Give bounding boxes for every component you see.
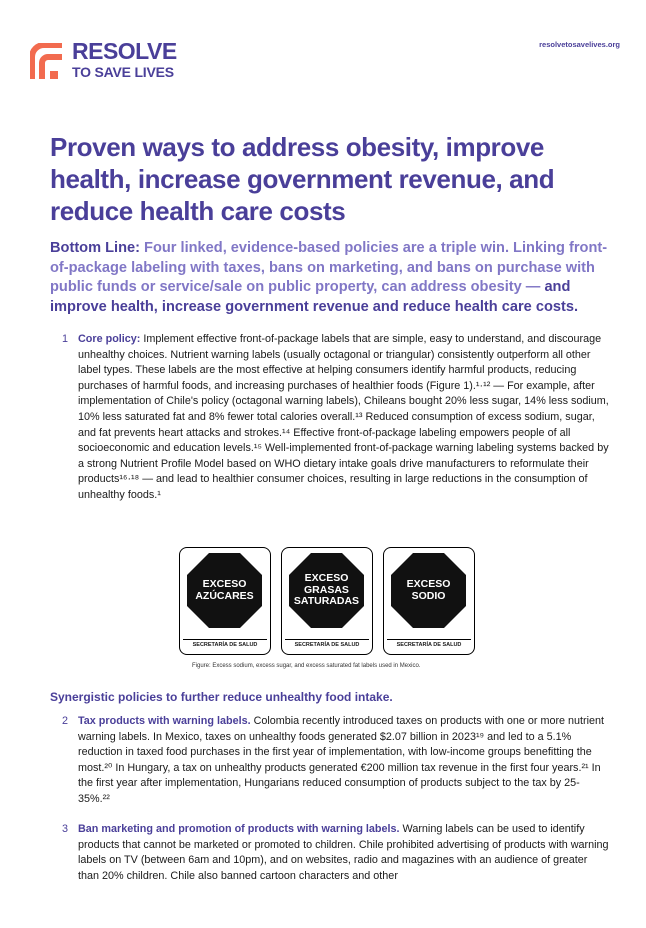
warning-label-footer: SECRETARÍA DE SALUD bbox=[285, 639, 369, 648]
item-lead: Core policy: bbox=[78, 333, 141, 345]
item-text: Colombia recently introduced taxes on products with one or more nutrient warning labels. In Mexico, taxes on unhealthy foods generated $2.07 billion in 2023¹⁹ and led to a 5.1% reduction in taxed food purchases in the first year of implementation, with low-income groups benefitting the most.²⁰ In Hungary, a tax on unhealthy products generated €200 million tax revenue in the first four years.²¹ In the first year after implementation, Hungarians reduced consumption of products subject to the tax by 25-35%.²² bbox=[78, 715, 605, 805]
policy-item-3 bbox=[62, 822, 610, 884]
warning-label-sugar bbox=[179, 547, 271, 655]
item-lead: Tax products with warning labels. bbox=[78, 715, 251, 727]
warning-label-text: EXCESO AZÚCARES bbox=[195, 578, 254, 602]
item-text: Warning labels can be used to identify products that cannot be marketed or promoted to children. Chile prohibited advertising of products with warning labels on TV (between 6am and 10pm), and on websites, radio and magazines with an audience of greater than 20% children. Chile also banned cartoon characters and other bbox=[78, 823, 609, 882]
resolve-logo bbox=[30, 40, 180, 84]
logo-line-2: TO SAVE LIVES bbox=[72, 64, 174, 80]
section-heading: Synergistic policies to further reduce unhealthy food intake. bbox=[50, 690, 393, 704]
policy-item-2 bbox=[62, 714, 610, 808]
warning-label-saturated-fat bbox=[281, 547, 373, 655]
warning-label-text: EXCESO GRASAS SATURADAS bbox=[293, 572, 360, 608]
warning-label-sodium bbox=[383, 547, 475, 655]
bottom-line bbox=[50, 239, 610, 317]
item-number: 3 bbox=[62, 823, 69, 835]
item-number: 2 bbox=[62, 715, 69, 727]
item-number: 1 bbox=[62, 333, 69, 345]
bottom-line-tail: and improve health, increase government revenue and reduce health care costs. bbox=[50, 279, 579, 315]
item-text: Implement effective front-of-package labels that are simple, easy to understand, and discourage unhealthy choices. Nutrient warning labels (usually octagonal or triangular) consistently outperform all other label types. These labels are the most effective at helping consumers identify harmful products, reducing purchases of harmful foods, and increasing purchases of healthier foods (Figure 1).¹·¹² — For example, after implementation of Chile's policy (octagonal warning labels), Chileans bought 20% less sugar, 14% less sodium, 10% less saturated fat and 8% fewer total calories overall.¹³ Reduced consumption of excess sodium, sugar, and fat prevents heart attacks and strokes.¹⁴ Effective front-of-package labeling empowers people of all socioeconomic and education levels.¹⁵ Well-implemented front-of-package warning labeling systems backed by a strong Nutrient Profile Model based on WHO dietary intake goals drive manufacturers to reformulate their products¹⁶·¹⁸ — and lead to healthier consumer choices, resulting in large reductions in the consumption of unhealthy foods.¹ bbox=[78, 333, 609, 501]
warning-labels-figure bbox=[179, 547, 474, 657]
figure-caption: Figure: Excess sodium, excess sugar, and excess saturated fat labels used in Mexico. bbox=[192, 663, 421, 669]
bottom-line-body: Four linked, evidence-based policies are a triple win. Linking front-of-package labeling with taxes, bans on marketing, and bans on purchase with public funds or service/sale on public property, can address obesity — bbox=[50, 240, 608, 295]
warning-label-text: EXCESO SODIO bbox=[406, 578, 451, 602]
logo-mark-icon bbox=[30, 43, 64, 81]
logo-line-1: RESOLVE bbox=[72, 38, 177, 64]
page-title: Proven ways to address obesity, improve health, increase government revenue, and reduce health care costs bbox=[50, 132, 555, 226]
warning-label-footer: SECRETARÍA DE SALUD bbox=[387, 639, 471, 648]
policy-item-1 bbox=[62, 332, 610, 504]
bottom-line-lead: Bottom Line: bbox=[50, 240, 145, 256]
item-lead: Ban marketing and promotion of products with warning labels. bbox=[78, 823, 400, 835]
page-header bbox=[30, 40, 620, 84]
warning-label-footer: SECRETARÍA DE SALUD bbox=[183, 639, 267, 648]
site-url[interactable]: resolvetosavelives.org bbox=[539, 40, 620, 49]
